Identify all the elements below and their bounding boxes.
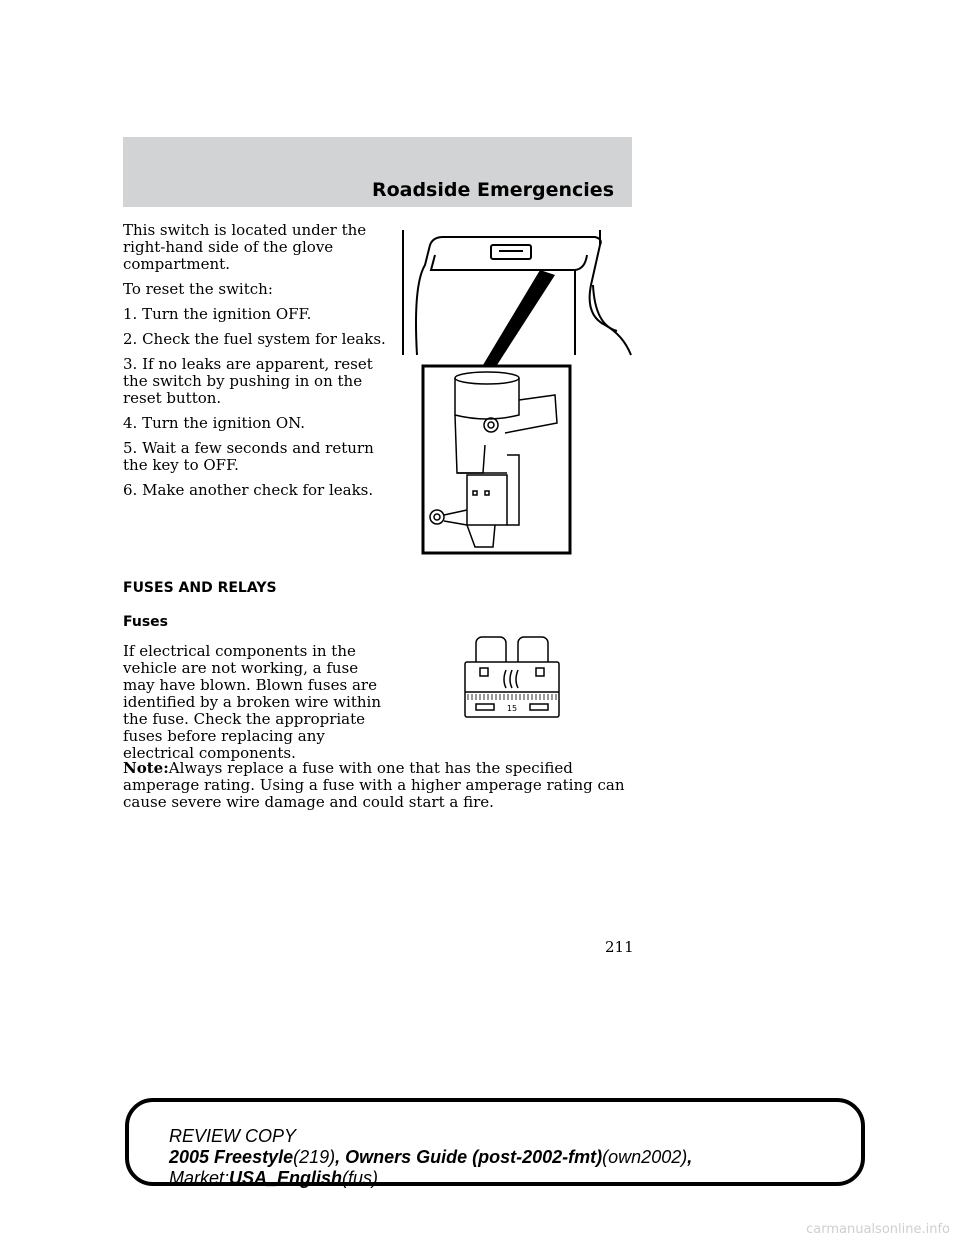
step-2: 2. Check the fuel system for leaks.	[123, 330, 386, 348]
review-copy-footer	[125, 1098, 865, 1186]
step-1: 1. Turn the ignition OFF.	[123, 305, 312, 323]
fuses-subheading: Fuses	[123, 614, 168, 630]
note-text: Always replace a fuse with one that has the specified amperage rating. Using a fuse with a higher amperage rating can cause severe wire damage and could start a fire.	[123, 759, 625, 811]
switch-instructions	[123, 222, 393, 507]
blade-fuse-illustration	[462, 634, 562, 720]
site-watermark: carmanualsonline.info	[806, 1222, 950, 1237]
step-6: 6. Make another check for leaks.	[123, 481, 374, 499]
section-title: Roadside Emergencies	[371, 179, 614, 201]
review-copy-label: REVIEW COPY	[169, 1126, 297, 1146]
step-5: 5. Wait a few seconds and return the key to OFF.	[123, 439, 374, 474]
note-label: Note:	[123, 759, 169, 777]
section-header-band	[123, 137, 632, 207]
fuses-and-relays-heading: FUSES AND RELAYS	[123, 580, 277, 596]
page-number: 211	[605, 938, 634, 956]
document-info-line: 2005 Freestyle(219), Owners Guide (post-2002-fmt)(own2002),	[169, 1147, 693, 1167]
step-3: 3. If no leaks are apparent, reset the switch by pushing in on the reset button.	[123, 355, 373, 407]
note-paragraph	[123, 760, 635, 811]
market-line: Market:USA_English(fus)	[169, 1168, 379, 1188]
fuses-body: If electrical components in the vehicle are not working, a fuse may have blown. Blown fuses are identified by a broken wire within the fuse. Check the appropriate fuses before replacing any electrical components.	[123, 642, 382, 762]
fuse-rating-label: 15	[506, 704, 518, 713]
paragraph: This switch is located under the right-hand side of the glove compartment.	[123, 221, 367, 273]
paragraph: To reset the switch:	[123, 280, 273, 298]
inertia-switch-illustration	[395, 225, 635, 557]
step-4: 4. Turn the ignition ON.	[123, 414, 306, 432]
